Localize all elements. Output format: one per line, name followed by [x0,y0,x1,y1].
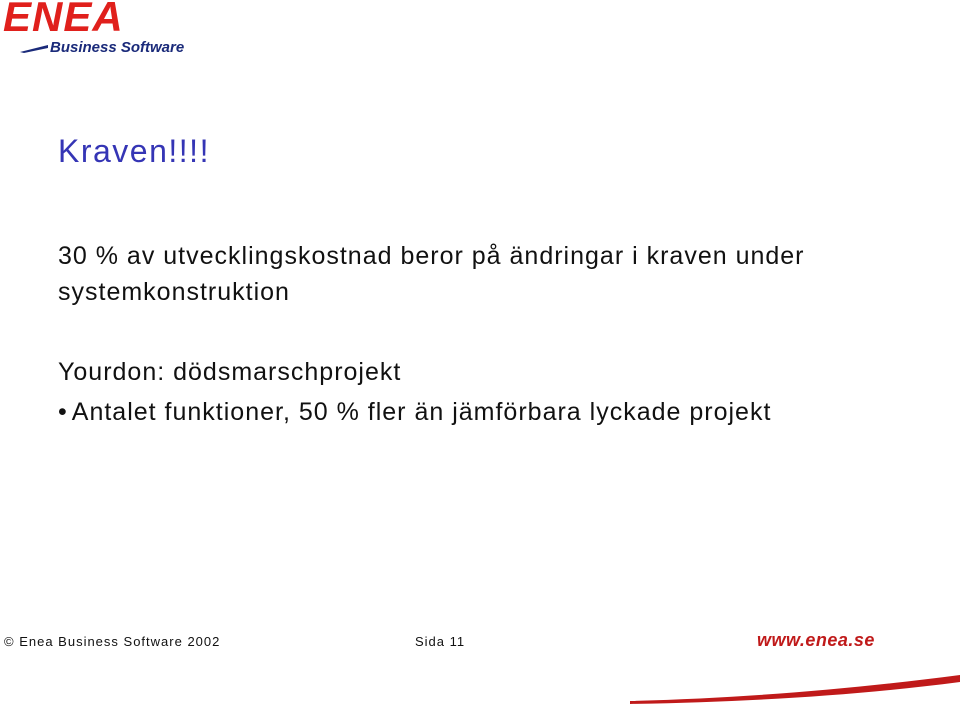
slide-subheading: Yourdon: dödsmarschprojekt [58,358,402,386]
bullet-icon: • [58,398,68,426]
logo-brand-text: ENEA [3,0,124,40]
footer-page-number: Sida 11 [415,634,466,649]
logo-tagline: Business Software [50,39,185,56]
slide-title: Kraven!!!! [58,133,210,169]
slide-paragraph: 30 % av utvecklingskostnad beror på ändringar i kraven under systemkonstruktion [58,242,805,306]
bullet-item [58,396,878,429]
logo-arrow-icon [20,44,48,54]
bullet-text: Antalet funktioner, 50 % fler än jämförbara lyckade projekt [71,398,772,426]
footer-swoosh-icon [630,670,960,705]
footer-copyright: © Enea Business Software 2002 [4,634,221,649]
enea-logo [0,0,245,60]
footer-url: www.enea.se [757,630,875,650]
